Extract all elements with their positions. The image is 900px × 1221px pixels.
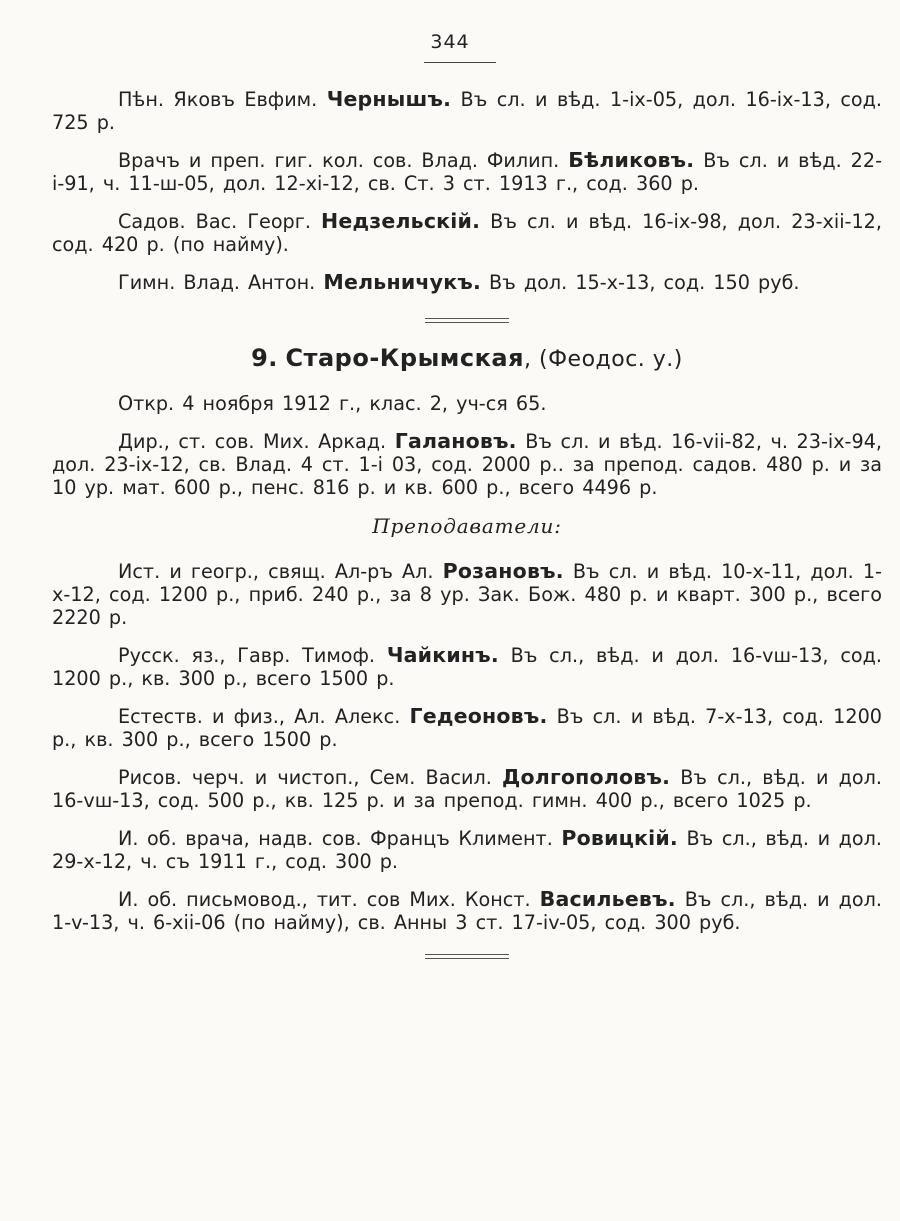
staff-entry: Садов. Вас. Георг. Недзельскій. Въ сл. и вѣд. 16-ix-98, дол. 23-xii-12, сод. 420 р. (по найму). xyxy=(52,209,882,256)
school-info: Откр. 4 ноября 1912 г., клас. 2, уч-ся 65. xyxy=(118,392,547,415)
section-heading xyxy=(52,344,882,372)
staff-surname: Галановъ. xyxy=(394,429,517,453)
teacher-entry: И. об. письмовод., тит. сов Мих. Конст. Васильевъ. Въ сл., вѣд. и дол. 1-v-13, ч. 6-xii-06 (по найму), св. Анны 3 ст. 17-iv-05, сод. 300 руб. xyxy=(52,887,882,934)
director-entry: Дир., ст. сов. Мих. Аркад. Галановъ. Въ сл. и вѣд. 16-vii-82, ч. 23-ix-94, дол. 23-ix-12, св. Влад. 4 ст. 1-i 03, сод. 2000 р.. за препод. садов. 480 р. и за 10 ур. мат. 600 р., пенс. 816 р. и кв. 600 р., всего 4496 р. xyxy=(52,429,882,499)
section-divider xyxy=(425,954,509,959)
staff-entry: Гимн. Влад. Антон. Мельничукъ. Въ дол. 15-x-13, сод. 150 руб. xyxy=(118,270,800,294)
staff-entry: Пѣн. Яковъ Евфим. Чернышъ. Въ сл. и вѣд. 1-ix-05, дол. 16-ix-13, сод. 725 р. xyxy=(52,87,883,134)
page-number: 344 xyxy=(430,31,470,53)
staff-surname: Долгополовъ. xyxy=(502,765,671,789)
staff-surname: Чернышъ. xyxy=(326,87,452,111)
teacher-entry: И. об. врача, надв. сов. Францъ Климент. Ровицкій. Въ сл., вѣд. и дол. 29-x-12, ч. съ 1911 г., сод. 300 р. xyxy=(52,826,882,873)
staff-surname: Ровицкій. xyxy=(561,826,678,850)
teacher-entry: Ист. и геогр., свящ. Ал-ръ Ал. Розановъ. Въ сл. и вѣд. 10-x-11, дол. 1-x-12, сод. 1200 р., приб. 240 р., за 8 ур. Зак. Бож. 480 р. и кварт. 300 р., всего 2220 р. xyxy=(52,559,882,629)
staff-surname: Васильевъ. xyxy=(539,887,676,911)
staff-surname: Розановъ. xyxy=(442,559,564,583)
teacher-entry: Естеств. и физ., Ал. Алекс. Гедеоновъ. Въ сл. и вѣд. 7-x-13, сод. 1200 р., кв. 300 р., всего 1500 р. xyxy=(52,704,882,751)
teachers-heading: Преподаватели: xyxy=(372,514,562,538)
section-number: 9. xyxy=(251,344,278,372)
page-content xyxy=(52,88,882,980)
page-number-rule xyxy=(424,62,496,63)
staff-surname: Гедеоновъ. xyxy=(409,704,548,728)
staff-surname: Чайкинъ. xyxy=(386,643,499,667)
teacher-entry: Русск. яз., Гавр. Тимоф. Чайкинъ. Въ сл., вѣд. и дол. 16-vш-13, сод. 1200 р., кв. 300 р., всего 1500 р. xyxy=(52,643,882,690)
section-title: Старо-Крымская xyxy=(285,344,525,372)
staff-surname: Недзельскій. xyxy=(321,209,481,233)
staff-surname: Бѣликовъ. xyxy=(568,148,695,172)
section-subtitle: , (Феодос. у.) xyxy=(524,347,683,372)
staff-entry: Врачъ и преп. гиг. кол. сов. Влад. Филип. Бѣликовъ. Въ сл. и вѣд. 22-i-91, ч. 11-ш-05, дол. 12-xi-12, св. Ст. 3 ст. 1913 г., сод. 360 р. xyxy=(52,148,882,195)
teacher-entry: Рисов. черч. и чистоп., Сем. Васил. Долгополовъ. Въ сл., вѣд. и дол. 16-vш-13, сод. 500 р., кв. 125 р. и за препод. гимн. 400 р., всего 1025 р. xyxy=(52,765,883,812)
section-divider xyxy=(425,318,509,323)
staff-surname: Мельничукъ. xyxy=(323,270,481,294)
